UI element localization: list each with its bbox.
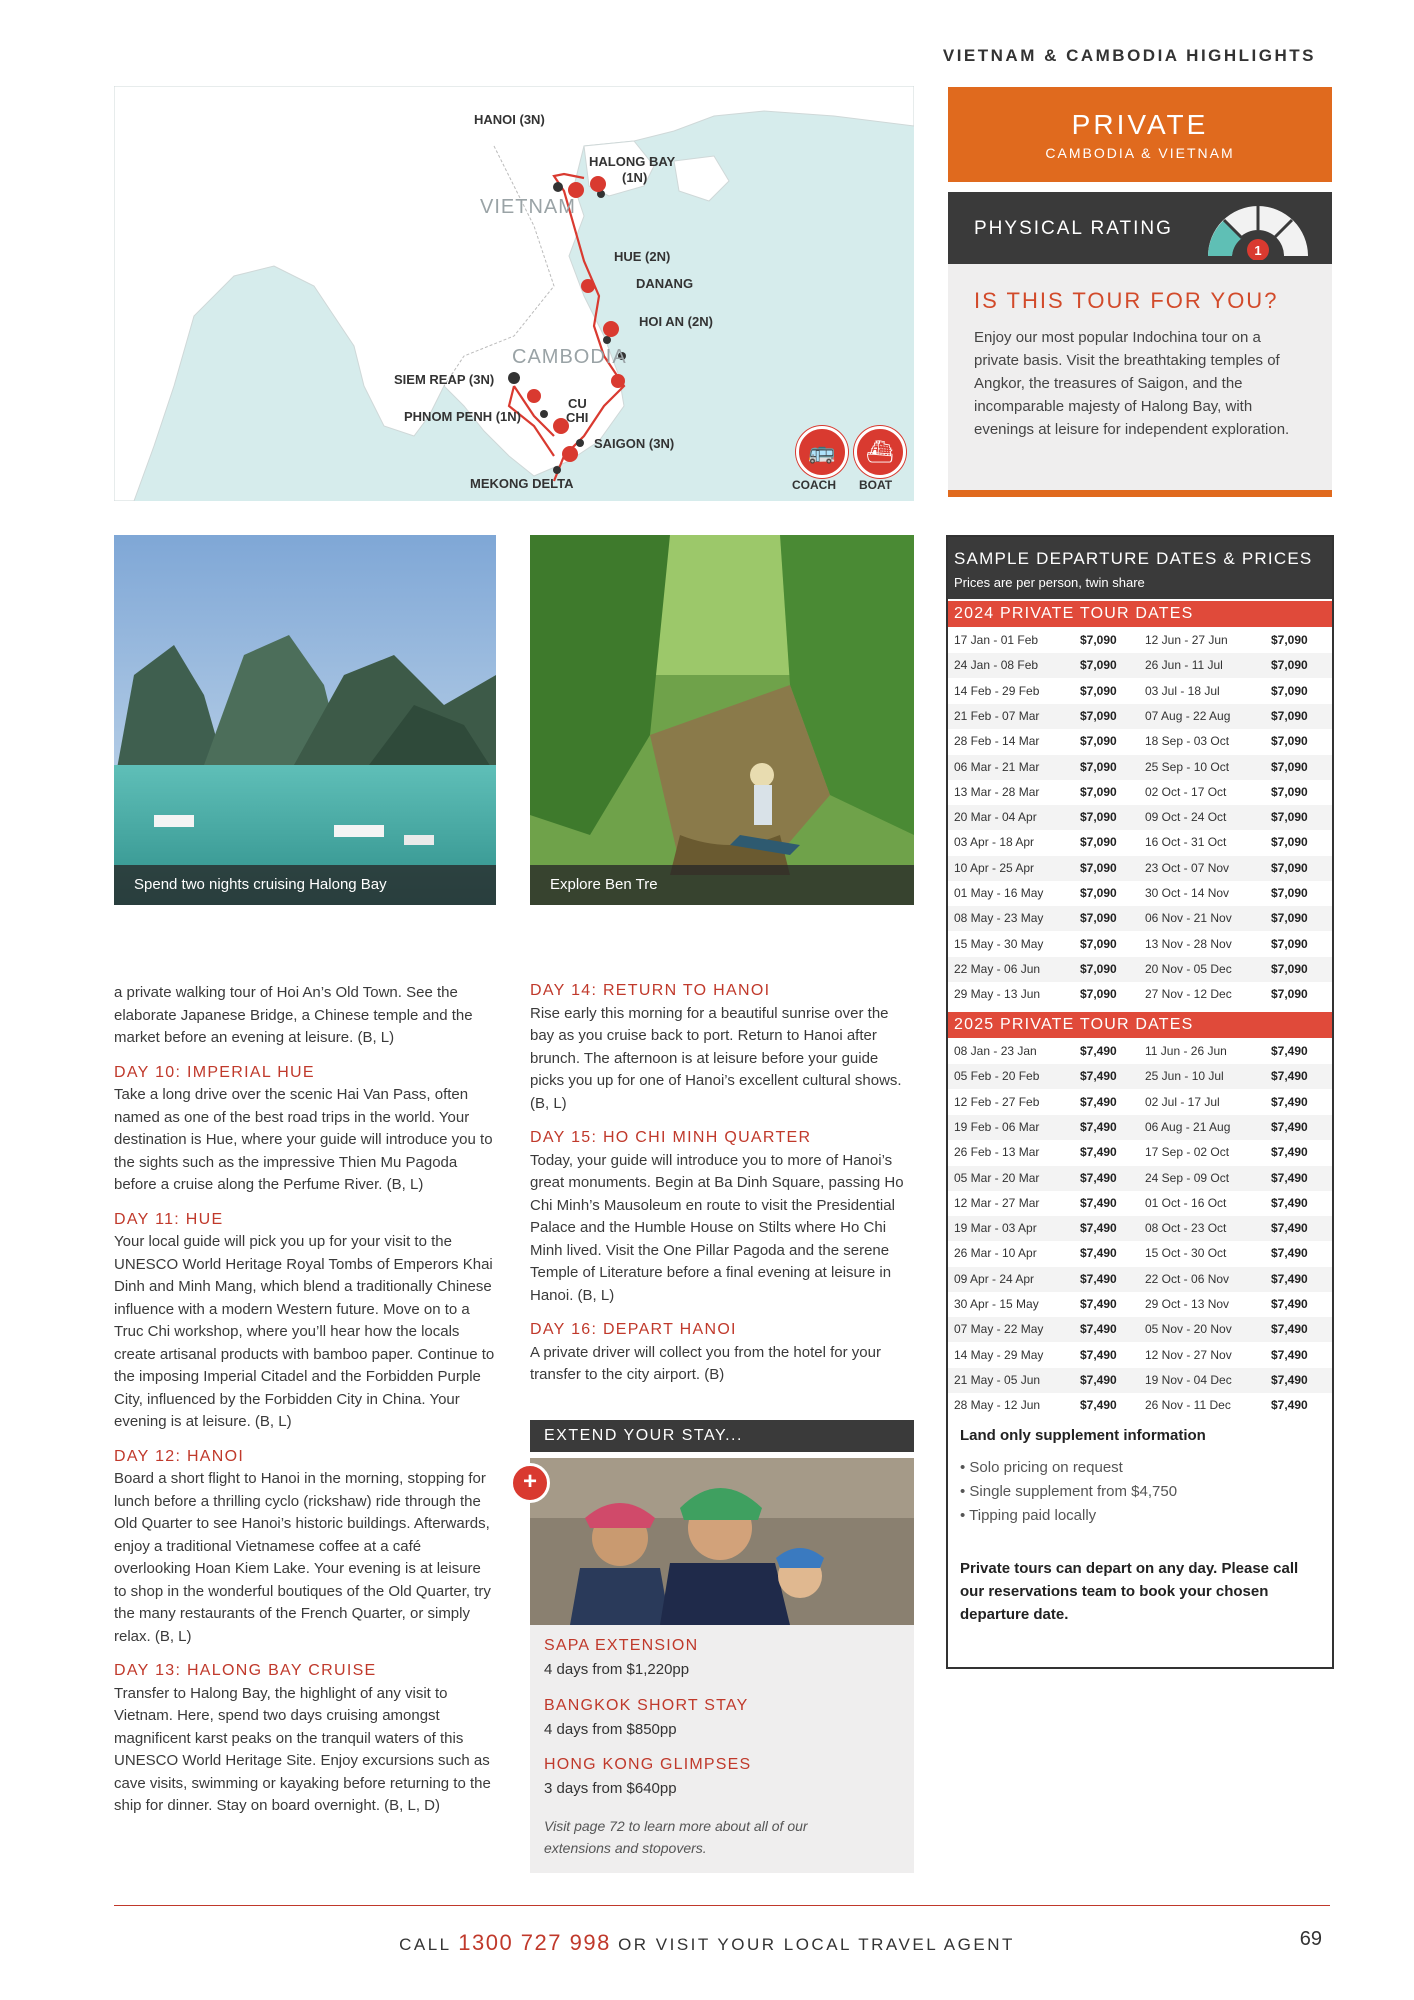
departure-dates: 07 May - 22 May — [954, 1322, 1044, 1337]
supplement-item: • Solo pricing on request — [960, 1459, 1123, 1476]
price-value: $7,090 — [1080, 759, 1117, 774]
footer-cta — [0, 1930, 1414, 1956]
departure-dates: 12 Jun - 27 Jun — [1145, 633, 1228, 647]
footer-divider — [114, 1905, 1330, 1906]
boat-marker — [590, 176, 606, 192]
departure-dates: 18 Sep - 03 Oct — [1145, 734, 1230, 749]
tour-suitability — [948, 264, 1332, 490]
price-value: $7,490 — [1080, 1069, 1117, 1084]
price-value: $7,090 — [1271, 784, 1308, 799]
map-label-halong: HALONG BAY — [589, 154, 676, 169]
price-row — [948, 1039, 1332, 1064]
price-value: $7,490 — [1080, 1246, 1117, 1261]
departure-dates: 19 Nov - 04 Dec — [1145, 1372, 1232, 1387]
halong-bay-image — [114, 535, 496, 905]
extension-name[interactable]: SAPA EXTENSION — [544, 1637, 699, 1654]
flight-marker — [611, 374, 625, 388]
departure-dates: 26 Mar - 10 Apr — [954, 1246, 1037, 1261]
price-row — [948, 1292, 1332, 1317]
departure-dates: 03 Jul - 18 Jul — [1145, 683, 1220, 698]
legend-coach-label: COACH — [792, 478, 836, 492]
day-title: DAY 11: HUE — [114, 1210, 224, 1228]
price-value: $7,490 — [1080, 1398, 1117, 1413]
departure-dates: 06 Mar - 21 Mar — [954, 759, 1040, 774]
departure-dates: 09 Oct - 24 Oct — [1145, 810, 1227, 825]
price-value: $7,490 — [1271, 1246, 1308, 1261]
extend-list — [530, 1625, 914, 1873]
extend-photo — [530, 1458, 914, 1625]
departure-dates: 19 Mar - 03 Apr — [954, 1221, 1037, 1236]
price-value: $7,090 — [1080, 961, 1117, 976]
price-value: $7,490 — [1271, 1170, 1308, 1185]
departure-dates: 06 Aug - 21 Aug — [1145, 1119, 1231, 1134]
departure-dates: 27 Nov - 12 Dec — [1145, 987, 1232, 1002]
day-title: DAY 15: HO CHI MINH QUARTER — [530, 1129, 812, 1146]
departure-dates: 08 Jan - 23 Jan — [954, 1044, 1037, 1058]
day-title: DAY 16: DEPART HANOI — [530, 1321, 737, 1338]
price-row — [948, 755, 1332, 780]
photo-halong-bay — [114, 535, 496, 905]
price-value: $7,090 — [1080, 658, 1117, 673]
price-value: $7,490 — [1271, 1347, 1308, 1362]
departure-dates: 05 Feb - 20 Feb — [954, 1069, 1040, 1084]
supplement-item: • Single supplement from $4,750 — [960, 1483, 1178, 1500]
departure-dates: 06 Nov - 21 Nov — [1145, 911, 1232, 926]
price-value: $7,090 — [1080, 886, 1117, 900]
itinerary-column-middle — [530, 968, 914, 1387]
price-row — [948, 1166, 1332, 1191]
departure-dates: 08 Oct - 23 Oct — [1145, 1221, 1227, 1236]
departure-dates: 02 Jul - 17 Jul — [1145, 1094, 1220, 1109]
coach-icon: 🚌 — [796, 426, 848, 478]
price-value: $7,090 — [1271, 886, 1308, 900]
section-title: VIETNAM & CAMBODIA HIGHLIGHTS — [942, 46, 1316, 65]
price-row — [948, 780, 1332, 805]
tour-type: PRIVATE — [1071, 109, 1209, 140]
departure-dates: 20 Nov - 05 Dec — [1145, 961, 1232, 976]
departure-dates: 12 Mar - 27 Mar — [954, 1195, 1040, 1210]
price-value: $7,090 — [1271, 961, 1308, 976]
departure-dates: 30 Oct - 14 Nov — [1145, 886, 1230, 900]
price-row — [948, 1115, 1332, 1140]
land-hainan — [674, 156, 729, 201]
price-value: $7,490 — [1271, 1044, 1308, 1058]
price-value: $7,090 — [1080, 835, 1117, 850]
price-value: $7,090 — [1271, 860, 1308, 875]
departure-dates: 08 May - 23 May — [954, 911, 1044, 926]
departure-dates: 19 Feb - 06 Mar — [954, 1119, 1040, 1134]
price-table-header — [948, 537, 1332, 599]
price-value: $7,490 — [1080, 1322, 1117, 1337]
legend-boat-label: BOAT — [859, 478, 893, 492]
departure-dates: 01 May - 16 May — [954, 886, 1044, 900]
departure-dates: 21 Feb - 07 Mar — [954, 708, 1040, 723]
departure-dates: 17 Jan - 01 Feb — [954, 633, 1039, 647]
departure-dates: 23 Oct - 07 Nov — [1145, 860, 1230, 875]
tour-type-banner — [948, 87, 1332, 182]
extend-heading: EXTEND YOUR STAY... — [530, 1420, 914, 1452]
price-value: $7,490 — [1271, 1372, 1308, 1387]
price-row — [948, 704, 1332, 729]
price-value: $7,090 — [1080, 633, 1117, 647]
departure-dates: 12 Feb - 27 Feb — [954, 1094, 1040, 1109]
phone-number[interactable]: 1300 727 998 — [458, 1930, 611, 1955]
flight-marker — [581, 279, 595, 293]
departure-dates: 22 May - 06 Jun — [954, 961, 1041, 976]
price-value: $7,490 — [1080, 1221, 1117, 1236]
price-value: $7,490 — [1271, 1145, 1308, 1160]
extension-detail: 3 days from $640pp — [544, 1780, 677, 1797]
map-label-cambodia: CAMBODIA — [512, 346, 627, 368]
price-row — [948, 982, 1332, 1007]
page-number: 69 — [1299, 1928, 1322, 1950]
departure-dates: 17 Sep - 02 Oct — [1145, 1145, 1230, 1160]
price-row — [948, 1191, 1332, 1216]
extension-detail: 4 days from $850pp — [544, 1721, 677, 1738]
price-value: $7,490 — [1080, 1195, 1117, 1210]
departure-dates: 11 Jun - 26 Jun — [1145, 1044, 1227, 1058]
price-row — [948, 1140, 1332, 1165]
price-value: $7,090 — [1080, 708, 1117, 723]
price-row — [948, 1216, 1332, 1241]
coach-marker — [603, 321, 619, 337]
price-value: $7,090 — [1271, 936, 1308, 951]
price-value: $7,490 — [1271, 1119, 1308, 1134]
day-title: DAY 10: IMPERIAL HUE — [114, 1063, 315, 1081]
supplement-item: • Tipping paid locally — [960, 1507, 1097, 1524]
departure-dates: 12 Nov - 27 Nov — [1145, 1347, 1232, 1362]
price-value: $7,490 — [1271, 1094, 1308, 1109]
price-value: $7,490 — [1080, 1170, 1117, 1185]
flight-marker — [527, 389, 541, 403]
price-value: $7,490 — [1080, 1297, 1117, 1311]
map-label-saigon: SAIGON (3N) — [594, 436, 675, 451]
map-label-cu: CU — [568, 396, 587, 411]
price-value: $7,090 — [1080, 734, 1117, 749]
extension-detail: 4 days from $1,220pp — [544, 1661, 690, 1678]
map-graphic — [114, 86, 914, 501]
dot-siemreap — [508, 372, 520, 384]
departure-dates: 10 Apr - 25 Apr — [954, 860, 1035, 875]
departure-dates: 29 May - 13 Jun — [954, 987, 1041, 1002]
boat-marker — [562, 446, 578, 462]
price-value: $7,490 — [1080, 1347, 1117, 1362]
price-value: $7,490 — [1080, 1271, 1117, 1286]
divider — [948, 490, 1332, 497]
day-title: DAY 12: HANOI — [114, 1447, 245, 1465]
supplement-heading: Land only supplement information — [960, 1427, 1206, 1444]
price-subheading: Prices are per person, twin share — [954, 575, 1145, 590]
private-note: Private tours can depart on any day. Please call our reservations team to book your chosen departure date. — [960, 1560, 1299, 1623]
plus-icon: + — [510, 1463, 550, 1503]
price-row — [948, 1267, 1332, 1292]
price-value: $7,090 — [1080, 784, 1117, 799]
departure-dates: 02 Oct - 17 Oct — [1145, 784, 1227, 799]
departure-dates: 28 Feb - 14 Mar — [954, 734, 1040, 749]
price-row — [948, 1064, 1332, 1089]
land-mainland — [114, 86, 914, 501]
rating-value: 1 — [1254, 243, 1262, 258]
price-value: $7,490 — [1080, 1372, 1117, 1387]
departure-dates: 14 May - 29 May — [954, 1347, 1044, 1362]
itinerary-intro: a private walking tour of Hoi An’s Old Town. See the elaborate Japanese Bridge, a Chinese temple and the market before an evening at leisure. (B, L) — [114, 984, 473, 1046]
price-value: $7,090 — [1080, 810, 1117, 825]
price-value: $7,490 — [1080, 1119, 1117, 1134]
day-text: Rise early this morning for a beautiful sunrise over the bay as you cruise back to port. Return to Hanoi after brunch. The afternoon is at leisure before your guide picks you up for one of Hanoi’s excellent cultural shows. (B, L) — [530, 1004, 902, 1112]
price-row — [948, 1368, 1332, 1393]
extension-note: Visit page 72 to learn more about all of our extensions and stopovers. — [544, 1818, 808, 1856]
departure-dates: 26 Feb - 13 Mar — [954, 1145, 1040, 1160]
price-row — [948, 1241, 1332, 1266]
price-value: $7,090 — [1271, 658, 1308, 673]
price-value: $7,490 — [1271, 1271, 1308, 1286]
price-value: $7,490 — [1271, 1322, 1308, 1337]
map-label-vietnam: VIETNAM — [480, 196, 576, 218]
map-label-danang: DANANG — [636, 276, 694, 291]
departure-dates: 20 Mar - 04 Apr — [954, 810, 1037, 825]
day-title: DAY 14: RETURN TO HANOI — [530, 982, 771, 999]
departure-dates: 16 Oct - 31 Oct — [1145, 835, 1227, 850]
route-map — [114, 86, 914, 501]
boat-icon: ⛴ — [854, 426, 906, 478]
price-value: $7,490 — [1271, 1297, 1308, 1311]
price-row — [948, 679, 1332, 704]
extension-name[interactable]: BANGKOK SHORT STAY — [544, 1697, 749, 1714]
day-title: DAY 13: HALONG BAY CRUISE — [114, 1662, 377, 1679]
price-value: $7,090 — [1271, 683, 1308, 698]
map-label-siemreap: SIEM REAP (3N) — [394, 372, 495, 387]
departure-dates: 24 Sep - 09 Oct — [1145, 1170, 1230, 1185]
price-heading: SAMPLE DEPARTURE DATES & PRICES — [954, 549, 1313, 568]
year-2025-heading: 2025 PRIVATE TOUR DATES — [948, 1012, 1332, 1038]
photo-caption: Spend two nights cruising Halong Bay — [114, 865, 496, 905]
price-value: $7,090 — [1080, 683, 1117, 698]
map-label-phnompenh: PHNOM PENH (1N) — [404, 409, 522, 424]
departure-dates: 05 Mar - 20 Mar — [954, 1170, 1040, 1185]
hill-tribe-image — [530, 1458, 914, 1625]
photo-ben-tre — [530, 535, 914, 905]
departure-dates: 22 Oct - 06 Nov — [1145, 1271, 1230, 1286]
price-value: $7,090 — [1271, 911, 1308, 926]
foryou-text: Enjoy our most popular Indochina tour on a private basis. Visit the breathtaking temples of Angkor, the treasures of Saigon, and the incomparable majesty of Halong Bay, with evenings at leisure for independent exploration. — [974, 329, 1290, 438]
dot-saigon — [576, 439, 584, 447]
price-value: $7,090 — [1271, 759, 1308, 774]
day-text: Board a short flight to Hanoi in the morning, stopping for lunch before a thrilling cyclo (rickshaw) ride through the Old Quarter to see Hanoi’s historic buildings. Afterwards, enjoy a traditional Vietnamese coffee at a café overlooking Hoan Kiem Lake. Your evening is at leisure to shop in the wonderful boutiques of the Old Quarter, try the many restaurants of the French Quarter, or simply relax. (B, L) — [114, 1470, 491, 1645]
foryou-title: IS THIS TOUR FOR YOU? — [974, 288, 1279, 313]
price-value: $7,490 — [1271, 1069, 1308, 1084]
day-text: Today, your guide will introduce you to more of Hanoi’s great monuments. Begin at Ba Dinh Square, passing Ho Chi Minh’s Mausoleum en route to visit the Presidential Palace and the Humble House on Stilts where Ho Chi Minh lived. Visit the One Pillar Pagoda and the serene Temple of Literature before a final evening at leisure in Hanoi. (B, L) — [530, 1151, 904, 1304]
price-value: $7,490 — [1080, 1145, 1117, 1160]
price-value: $7,090 — [1080, 911, 1117, 926]
price-row — [948, 932, 1332, 957]
price-row — [948, 1393, 1332, 1418]
departure-dates: 07 Aug - 22 Aug — [1145, 708, 1231, 723]
map-label-hue: HUE (2N) — [614, 249, 671, 264]
physical-rating-bar — [948, 192, 1332, 264]
map-label-chi: CHI — [566, 410, 589, 425]
price-row — [948, 1343, 1332, 1368]
price-value: $7,090 — [1080, 936, 1117, 951]
day-text: A private driver will collect you from the hotel for your transfer to the city airport. (B) — [530, 1343, 881, 1383]
footer-agent-text: OR VISIT YOUR LOCAL TRAVEL AGENT — [618, 1935, 1015, 1954]
day-text: Transfer to Halong Bay, the highlight of any visit to Vietnam. Here, spend two days cruising amongst magnificent karst peaks on the tranquil waters of this UNESCO World Heritage Site. Enjoy excursions such as cave visits, swimming or kayaking before returning to the ship for dinner. Stay on board overnight. (B, L, D) — [114, 1684, 491, 1814]
price-row — [948, 881, 1332, 906]
departure-dates: 26 Nov - 11 Dec — [1145, 1398, 1231, 1413]
departure-dates: 03 Apr - 18 Apr — [954, 835, 1035, 850]
map-label-hoian: HOI AN (2N) — [639, 314, 713, 329]
departure-dates: 13 Mar - 28 Mar — [954, 784, 1040, 799]
physical-rating-label: PHYSICAL RATING — [974, 218, 1173, 239]
price-value: $7,090 — [1271, 835, 1308, 850]
day-text: Take a long drive over the scenic Hai Van Pass, often named as one of the best road trips in the world. Your destination is Hue, where your guide will introduce you to the sights such as the impressive Thien Mu Pagoda before a cruise along the Perfume River. (B, L) — [114, 1086, 493, 1193]
dot-hanoi — [553, 182, 563, 192]
departure-dates: 29 Oct - 13 Nov — [1145, 1297, 1230, 1311]
price-value: $7,090 — [1271, 810, 1308, 825]
departure-dates: 15 Oct - 30 Oct — [1145, 1246, 1227, 1261]
price-value: $7,490 — [1271, 1221, 1308, 1236]
dot-phnompenh — [540, 410, 548, 418]
price-row — [948, 1317, 1332, 1342]
departure-dates: 21 May - 05 Jun — [954, 1372, 1041, 1387]
map-label-hanoi: HANOI (3N) — [474, 112, 545, 127]
price-value: $7,490 — [1080, 1094, 1117, 1109]
departure-dates: 09 Apr - 24 Apr — [954, 1271, 1035, 1286]
map-label-halong-nights: (1N) — [622, 170, 648, 185]
photo-caption: Explore Ben Tre — [530, 865, 914, 905]
dot-hue — [603, 336, 611, 344]
price-row — [948, 653, 1332, 678]
price-value: $7,490 — [1271, 1398, 1308, 1413]
day-text: Your local guide will pick you up for your visit to the UNESCO World Heritage Royal Tombs of Emperors Khai Dinh and Minh Mang, which blend a traditionally Chinese influence with a modern Western future. Move on to a Truc Chi workshop, where you’ll hear how the locals create artisanal products with bamboo paper. Continue to the imposing Imperial Citadel and the Forbidden Purple City, influenced by the Forbidden City in China. Your evening is at leisure. (B, L) — [114, 1233, 495, 1430]
price-value: $7,090 — [1271, 633, 1308, 647]
departure-dates: 01 Oct - 16 Oct — [1145, 1195, 1227, 1210]
departure-dates: 24 Jan - 08 Feb — [954, 658, 1039, 673]
price-row — [948, 830, 1332, 855]
price-row — [948, 628, 1332, 653]
price-row — [948, 957, 1332, 982]
price-row — [948, 729, 1332, 754]
year-2024-heading: 2024 PRIVATE TOUR DATES — [948, 601, 1332, 627]
itinerary-column-left — [114, 982, 496, 1818]
departure-dates: 14 Feb - 29 Feb — [954, 683, 1040, 698]
price-row — [948, 805, 1332, 830]
departure-dates: 25 Jun - 10 Jul — [1145, 1069, 1224, 1084]
departure-dates: 05 Nov - 20 Nov — [1145, 1322, 1232, 1337]
extension-name[interactable]: HONG KONG GLIMPSES — [544, 1756, 752, 1773]
price-value: $7,090 — [1271, 987, 1308, 1002]
price-value: $7,490 — [1080, 1044, 1117, 1058]
departure-dates: 30 Apr - 15 May — [954, 1297, 1039, 1311]
price-value: $7,090 — [1271, 734, 1308, 749]
departure-dates: 13 Nov - 28 Nov — [1145, 936, 1232, 951]
price-row — [948, 906, 1332, 931]
price-row — [948, 1090, 1332, 1115]
departure-dates: 28 May - 12 Jun — [954, 1398, 1041, 1413]
tour-subtitle: CAMBODIA & VIETNAM — [1045, 145, 1235, 161]
map-label-mekong: MEKONG DELTA — [470, 476, 574, 491]
dot-mekong — [553, 466, 561, 474]
departure-dates: 25 Sep - 10 Oct — [1145, 759, 1230, 774]
price-value: $7,490 — [1271, 1195, 1308, 1210]
price-value: $7,090 — [1080, 860, 1117, 875]
departure-dates: 26 Jun - 11 Jul — [1145, 658, 1223, 673]
price-row — [948, 856, 1332, 881]
rating-gauge-icon — [1204, 198, 1312, 260]
price-value: $7,090 — [1080, 987, 1117, 1002]
footer-call: CALL — [399, 1935, 452, 1954]
price-value: $7,090 — [1271, 708, 1308, 723]
price-table — [946, 535, 1334, 1669]
ben-tre-image — [530, 535, 914, 905]
departure-dates: 15 May - 30 May — [954, 936, 1044, 951]
